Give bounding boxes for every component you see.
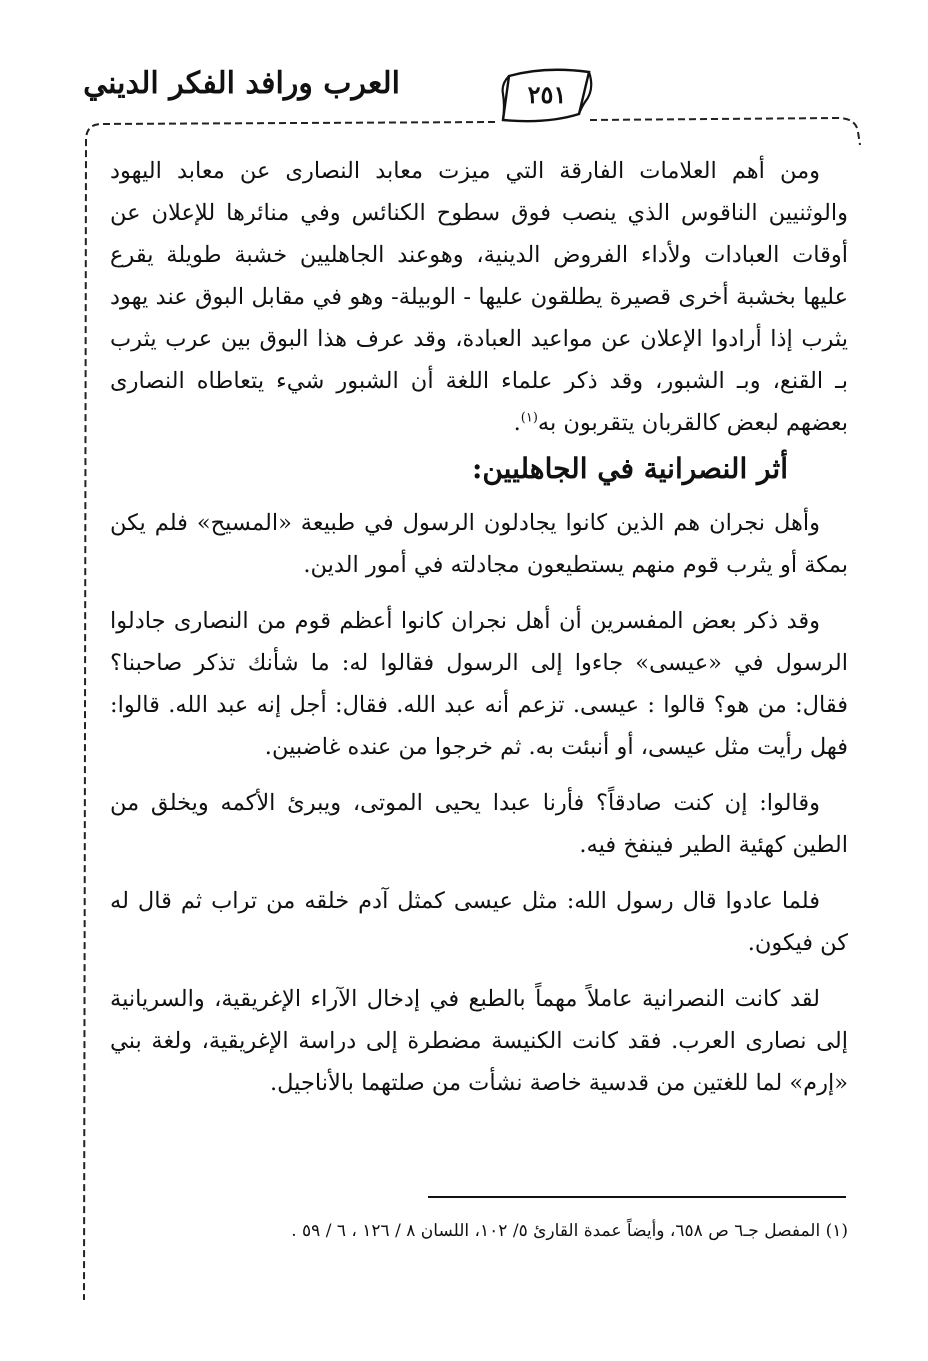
running-header-title: العرب ورافد الفكر الديني xyxy=(83,66,400,101)
section-heading: أثر النصرانية في الجاهليين: xyxy=(471,452,788,485)
paragraph: وأهل نجران هم الذين كانوا يجادلون الرسول في طبيعة «المسيح» فلم يكن بمكة أو يثرب قوم منهم يستطيعون مجادلته في أمور الدين. xyxy=(110,510,848,578)
footnote-separator xyxy=(428,1196,846,1198)
paragraph-text: ومن أهم العلامات الفارقة التي ميزت معابد النصارى عن معابد اليهود والوثنيين الناقوس الذي ينصب فوق سطوح الكنائس وفي منائرها للإعلان عن أوقات العبادات ولأداء الفروض الدينية، وهوعند الجاهليين خشبة طويلة يقرع عليها بخشبة أخرى قصيرة يطلقون عليها - الوبيلة- وهو في مقابل البوق عند يهود يثرب إذا أرادوا الإعلان عن مواعيد العبادة، وقد عرف هذا البوق بين عرب يثرب بـ القنع، وبـ الشبور، وقد ذكر علماء اللغة أن الشبور شيء يتعاطاه النصارى بعضهم لبعض كالقربان يتقربون به xyxy=(110,158,848,436)
body-text xyxy=(110,150,848,1104)
paragraph xyxy=(110,150,848,444)
spacer xyxy=(110,964,848,978)
paragraph-end-mark: . xyxy=(513,410,521,436)
paragraph: لقد كانت النصرانية عاملاً مهماً بالطبع في إدخال الآراء الإغريقية، والسريانية إلى نصارى العرب. فقد كانت الكنيسة مضطرة إلى دراسة الإغريقية، ولغة بني «إرم» لما للغتين من قدسية خاصة نشأت من صلتهما بالأناجيل. xyxy=(110,986,848,1096)
footnote-reference: (١) xyxy=(520,410,538,426)
paragraph: وقالوا: إن كنت صادقاً؟ فأرنا عبدا يحيى الموتى، ويبرئ الأكمه ويخلق من الطين كهئية الطير فينفخ فيه. xyxy=(110,790,848,858)
spacer xyxy=(110,866,848,880)
paragraph: فلما عادوا قال رسول الله: مثل عيسى كمثل آدم خلقه من تراب ثم قال له كن فيكون. xyxy=(110,888,848,956)
footnote: (١) المفصل جـ٦ ص ٦٥٨، وأيضاً عمدة القارئ ٥/ ١٠٢، اللسان ٨ / ١٢٦ ، ٦ / ٥٩ . xyxy=(291,1221,848,1241)
spacer xyxy=(110,586,848,600)
spacer xyxy=(110,768,848,782)
paragraph: وقد ذكر بعض المفسرين أن أهل نجران كانوا أعظم قوم من النصارى جادلوا الرسول في «عيسى» جاءوا إلى الرسول فقالوا له: ما شأنك تذكر صاحبنا؟ فقال: من هو؟ قالوا : عيسى. تزعم أنه عبد الله. فقال: أجل إنه عبد الله. قالوا: فهل رأيت مثل عيسى، أو أنبئت به. ثم خرجوا من عنده غاضبين. xyxy=(110,608,848,760)
page-number: ٢٥١ xyxy=(527,80,567,109)
